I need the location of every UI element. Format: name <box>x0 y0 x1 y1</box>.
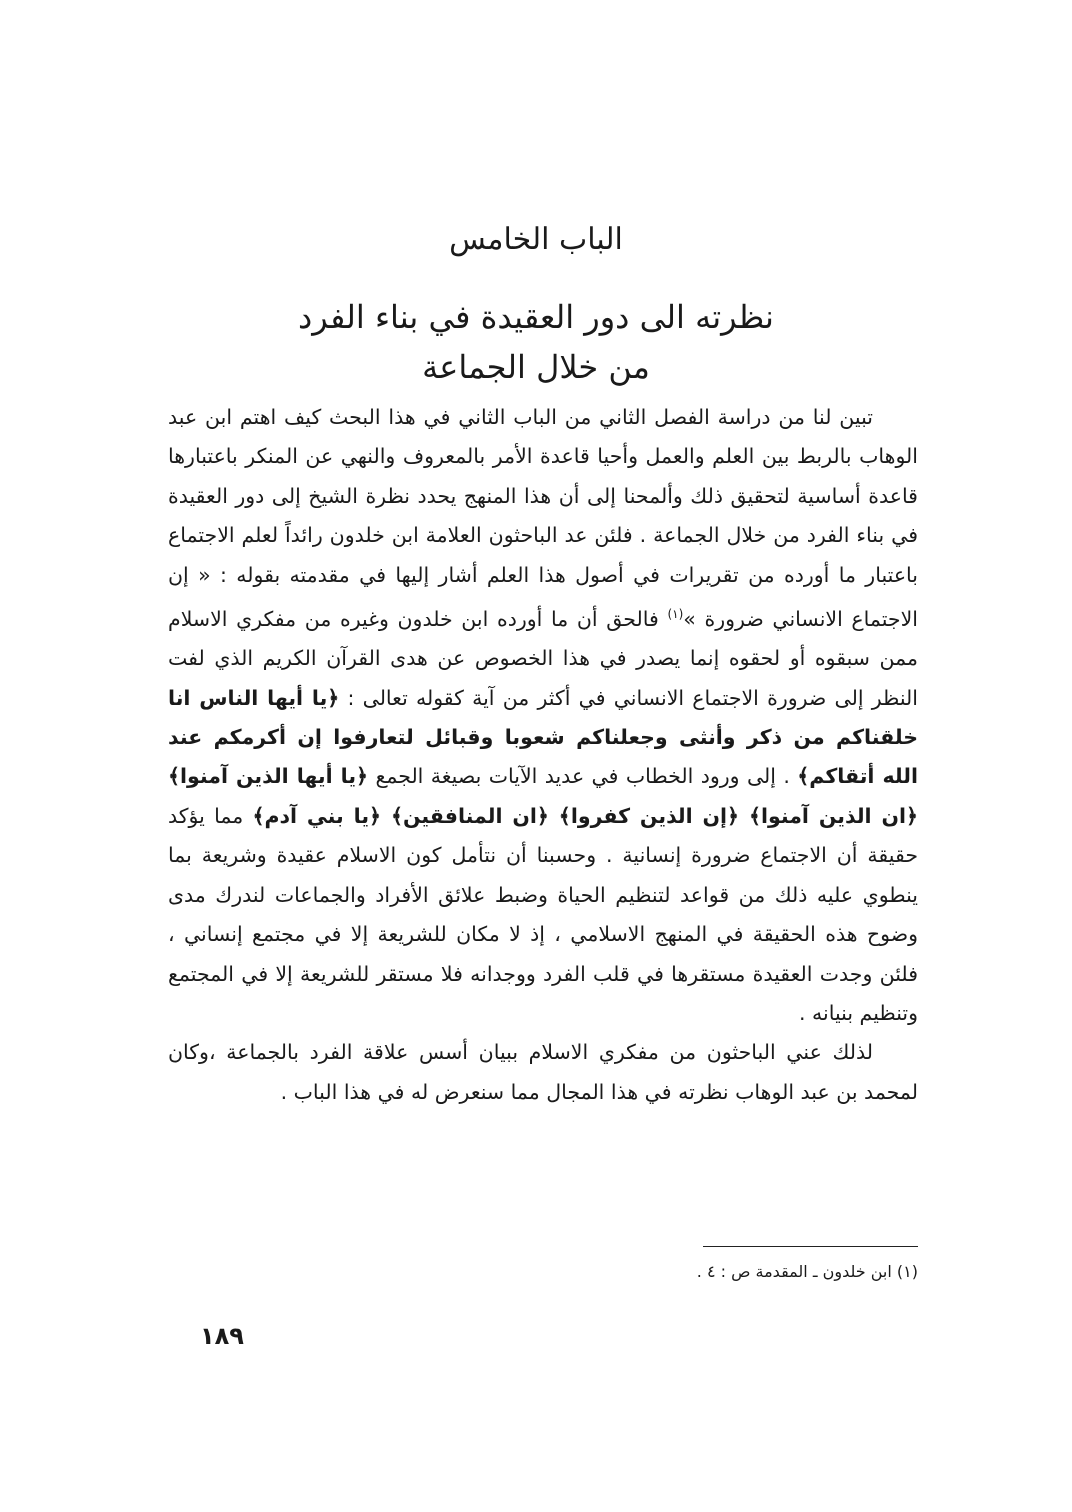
footnote-reference: (١) <box>667 607 684 622</box>
quran-verse-1: ﴿يا أيها الناس انا خلقناكم من ذكر وأنثى وجعلناكم شعوبا وقبائل لتعارفوا إن أكرمكم عند الله أتقاكم﴾ <box>168 685 918 789</box>
paragraph-2: لذلك عني الباحثون من مفكري الاسلام ببيان أسس علاقة الفرد بالجماعة ،وكان لمحمد بن عبد الوهاب نظرته في هذا المجال مما سنعرض له في هذا الباب . <box>168 1040 918 1104</box>
paragraph-1-text-b: فالحق أن ما أورده ابن خلدون وغيره من مفكري الاسلام ممن سبقوه أو لحقوه إنما يصدر في هذا الخصوص عن هدى القرآن الكريم الذي لفت النظر إلى ضرورة الاجتماع الانساني في أكثر من آية كقوله تعالى : <box>168 606 918 710</box>
footnote: (١) ابن خلدون ـ المقدمة ص : ٤ . <box>696 1262 918 1281</box>
paragraph-1-text-d: مما يؤكد حقيقة أن الاجتماع ضرورة إنسانية . وحسبنا أن نتأمل كون الاسلام عقيدة وشريعة بما ينطوي عليه ذلك من قواعد لتنظيم الحياة وضبط علائق الأفراد والجماعات لندرك مدى وضوح هذه الحقيقة في المنهج الاسلامي ، إذ لا مكان للشريعة إلا في مجتمع إنساني ، فلئن وجدت العقيدة مستقرها في قلب الفرد ووجدانه فلا مستقر للشريعة إلا في المجتمع وتنظيم بنيانه . <box>168 803 918 1025</box>
page-number: ١٨٩ <box>200 1322 244 1350</box>
paragraph-1-text: تبين لنا من دراسة الفصل الثاني من الباب الثاني في هذا البحث كيف اهتم ابن عبد الوهاب بالربط بين العلم والعمل وأحيا قاعدة الأمر بالمعروف والنهي عن المنكر باعتبارها قاعدة أساسية لتحقيق ذلك وألمحنا إلى أن هذا المنهج يحدد نظرة الشيخ إلى دور العقيدة في بناء الفرد من خلال الجماعة . فلئن عد الباحثون العلامة ابن خلدون رائداً لعلم الاجتماع باعتبار ما أورده من تقريرات في أصول هذا العلم أشار إليها في مقدمته بقوله : « إن الاجتماع الانساني ضرورة » <box>168 405 918 631</box>
body-text <box>168 398 918 1112</box>
chapter-title-line-2: من خلال الجماعة <box>422 348 650 386</box>
part-title: الباب الخامس <box>449 222 623 257</box>
footnote-divider <box>703 1246 918 1247</box>
quran-verse-2: ﴿يا أيها الذين آمنوا﴾ ﴿ان الذين آمنوا﴾ ﴿إن الذين كفروا﴾ ﴿ان المنافقين﴾ ﴿يا بني آدم﴾ <box>168 764 918 828</box>
chapter-title-line-1: نظرته الى دور العقيدة في بناء الفرد <box>298 298 774 336</box>
chapter-title <box>0 292 1072 392</box>
paragraph-1 <box>168 398 918 1033</box>
paragraph-1-text-c: . إلى ورود الخطاب في عديد الآيات بصيغة الجمع <box>368 764 798 789</box>
